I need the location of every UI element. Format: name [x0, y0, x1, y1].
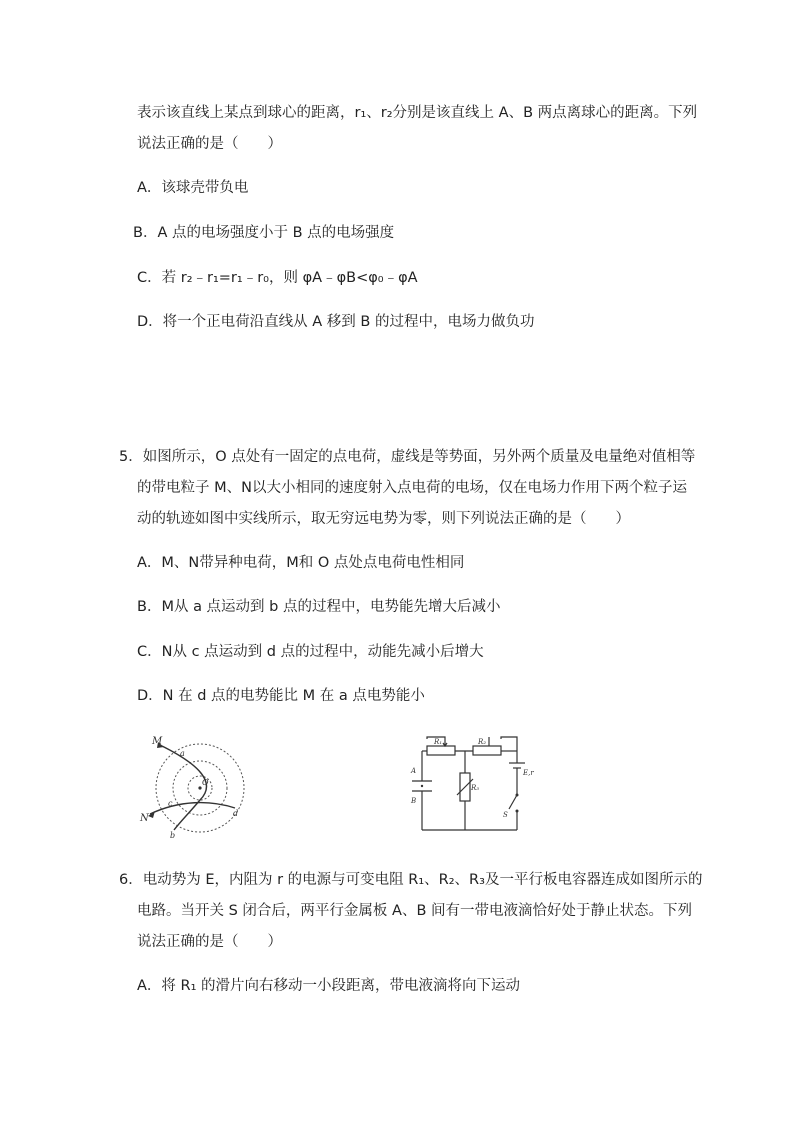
q4-option-a: A．该球壳带负电 [137, 180, 249, 196]
label-r1: R₁ [434, 738, 443, 746]
q4-option-c: C．若 r₂﹣r₁=r₁﹣r₀，则 φA﹣φB<φ₀﹣φA [137, 270, 418, 286]
q5-stem-line2: 的带电粒子 M、N以大小相同的速度射入点电荷的电场，仅在电场力作用下两个粒子运 [137, 480, 687, 496]
label-a-plate: A [411, 767, 417, 775]
resistor-r1 [427, 746, 455, 755]
q4-option-b: B．A 点的电场强度小于 B 点的电场强度 [133, 225, 395, 241]
label-s: S [503, 811, 508, 819]
q6-option-a: A．将 R₁ 的滑片向右移动一小段距离，带电液滴将向下运动 [137, 978, 521, 994]
label-er: E,r [523, 769, 534, 777]
resistor-r2 [473, 746, 501, 755]
charged-droplet [421, 785, 423, 787]
q5-option-d: D．N 在 d 点的电势能比 M 在 a 点电势能小 [137, 688, 425, 704]
q5-stem-line3: 动的轨迹如图中实线所示，取无穷远电势为零，则下列说法正确的是（ ） [137, 511, 630, 527]
label-r2: R₂ [478, 738, 487, 746]
q4-stem-line2: 说法正确的是（ ） [137, 136, 282, 152]
q4-stem-line1: 表示该直线上某点到球心的距离，r₁、r₂分别是该直线上 A、B 两点离球心的距离。下列 [137, 105, 698, 121]
label-o: O [202, 778, 209, 787]
label-c: c [168, 799, 173, 808]
label-r3: R₃ [471, 784, 480, 792]
switch-s [509, 795, 517, 809]
label-n: N [140, 813, 149, 824]
q5-option-c: C．N从 c 点运动到 d 点的过程中，动能先减小后增大 [137, 644, 484, 660]
label-b: b [170, 831, 176, 840]
label-m: M [152, 736, 163, 747]
q5-option-a: A．M、N带异种电荷，M和 O 点处点电荷电性相同 [137, 555, 465, 571]
q6-stem-line3: 说法正确的是（ ） [137, 934, 282, 950]
q6-stem-line2: 电路。当开关 S 闭合后，两平行金属板 A、B 间有一带电液滴恰好处于静止状态。下列 [137, 903, 693, 919]
q5-option-b: B．M从 a 点运动到 b 点的过程中，电势能先增大后减小 [137, 599, 501, 615]
q6-stem-line1: 6．电动势为 E，内阻为 r 的电源与可变电阻 R₁、R₂、R₃及一平行板电容器连成如图所示的 [119, 872, 703, 888]
q5-stem-line1: 5．如图所示，O 点处有一固定的点电荷，虚线是等势面，另外两个质量及电量绝对值相等 [119, 449, 696, 465]
q4-option-d: D．将一个正电荷沿直线从 A 移到 B 的过程中，电场力做负功 [137, 314, 535, 330]
label-a: a [180, 749, 185, 758]
circuit-diagram-figure [405, 733, 535, 838]
label-d: d [233, 809, 239, 818]
equipotential-trajectory-figure [140, 730, 250, 840]
label-b-plate: B [411, 797, 417, 805]
